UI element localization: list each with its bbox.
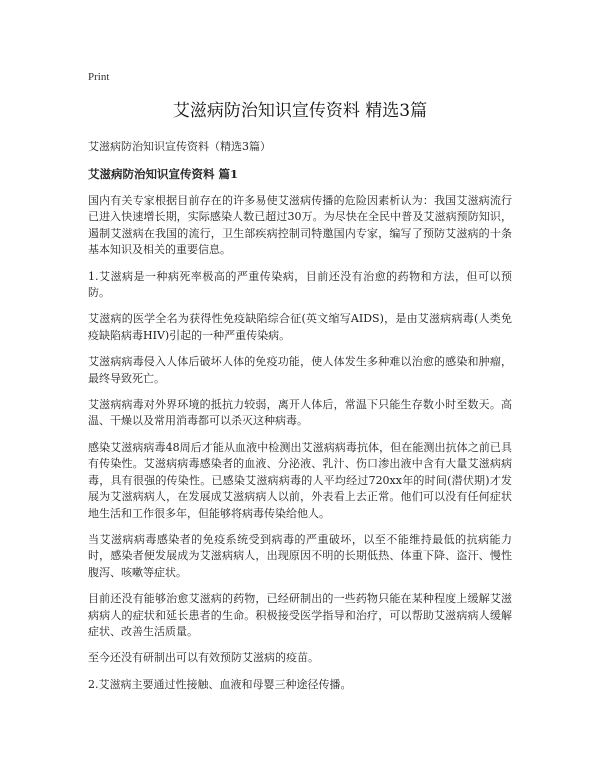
paragraph: 感染艾滋病病毒48周后才能从血液中检测出艾滋病病毒抗体，但在能测出抗体之前已具有传染性。艾滋病病毒感染者的血液、分泌液、乳汁、伤口渗出液中含有大量艾滋病病毒，具有很强的传染性。已感染艾滋病病毒的人平均经过720xx年的时间(潜伏期)才发展为艾滋病病人，在发展成艾滋病病人以前，外表看上去正常。他们可以没有任何症状地生活和工作很多年，但能够将病毒传染给他人。: [88, 440, 512, 520]
paragraph: 国内有关专家根据目前存在的许多易使艾滋病传播的危险因素析认为：我国艾滋病流行已进入快速增长期，实际感染人数已超过30万。为尽快在全民中普及艾滋病预防知识，遏制艾滋病在我国的流行，卫生部疾病控制司特邀国内专家，编写了预防艾滋病的十条基本知识及相关的重要信息。: [88, 194, 512, 257]
paragraph: 1.艾滋病是一种病死率极高的严重传染病，目前还没有治愈的药物和方法，但可以预防。: [88, 269, 512, 300]
paragraph: 艾滋病病毒对外界环境的抵抗力较弱，离开人体后，常温下只能生存数小时至数天。高温、干燥以及常用消毒都可以杀灭这种病毒。: [88, 398, 512, 428]
paragraph: 当艾滋病病毒感染者的免疫系统受到病毒的严重破坏，以至不能维持最低的抗病能力时，感染者便发展成为艾滋病病人，出现原因不明的长期低热、体重下降、盗汗、慢性腹泻、咳嗽等症状。: [88, 532, 512, 579]
document-title: 艾滋病防治知识宣传资料 精选3篇: [172, 101, 428, 121]
print-link[interactable]: Print: [88, 71, 110, 83]
paragraph: 艾滋病病毒侵入人体后破坏人体的免疫功能，使人体发生多种难以治愈的感染和肿瘤，最终导致死亡。: [88, 355, 512, 385]
paragraph: 2.艾滋病主要通过性接触、血液和母婴三种途径传播。: [88, 677, 352, 691]
paragraph: 艾滋病的医学全名为获得性免疫缺陷综合征(英文缩写AIDS)，是由艾滋病病毒(人类免疫缺陷病毒HIV)引起的一种严重传染病。: [88, 312, 512, 342]
paragraph: 至今还没有研制出可以有效预防艾滋病的疫苗。: [88, 651, 319, 665]
section-heading: 艾滋病防治知识宣传资料 篇1: [88, 167, 239, 181]
paragraph: 目前还没有能够治愈艾滋病的药物，已经研制出的一些药物只能在某种程度上缓解艾滋病病人的症状和延长患者的生命。积极接受医学指导和治疗，可以帮助艾滋病病人缓解症状、改善生活质量。: [88, 592, 512, 638]
document-subtitle: 艾滋病防治知识宣传资料（精选3篇）: [88, 140, 271, 153]
article-body: [88, 193, 512, 693]
